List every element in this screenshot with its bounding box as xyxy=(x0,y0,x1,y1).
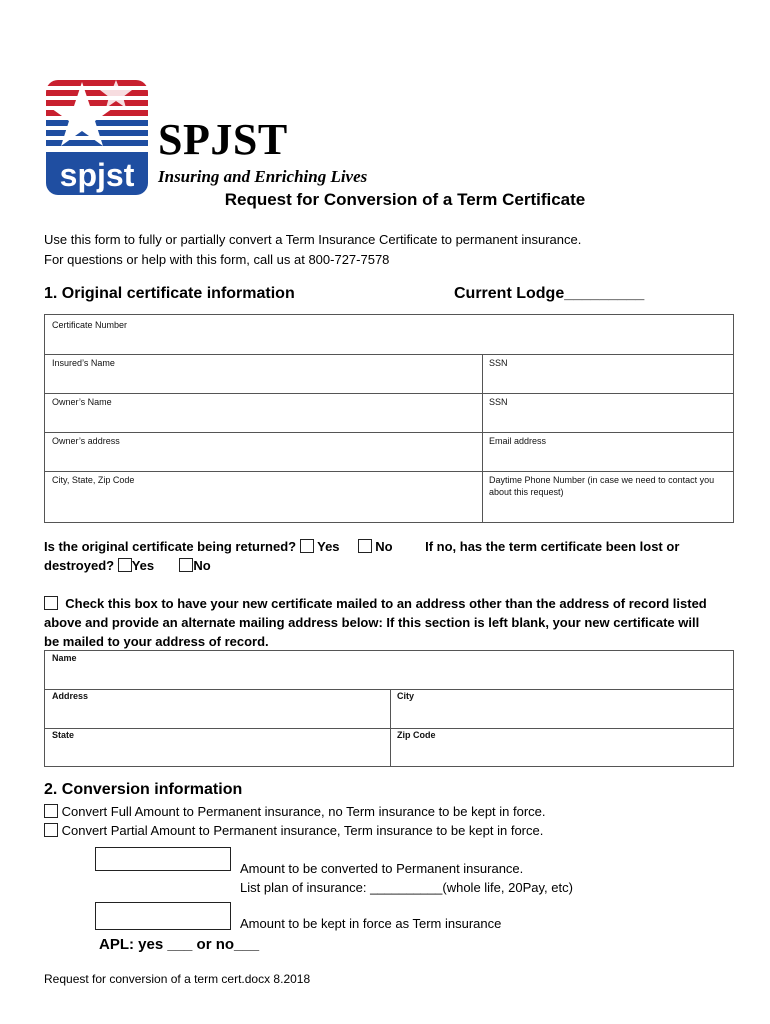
footer-text: Request for conversion of a term cert.docx 8.2018 xyxy=(44,972,311,986)
intro-text xyxy=(44,230,581,270)
lost-no-label: No xyxy=(193,558,211,573)
alternate-address-table xyxy=(44,650,734,767)
current-lodge-field[interactable]: Current Lodge_________ xyxy=(454,285,645,302)
alt-zip-field[interactable]: Zip Code xyxy=(397,730,436,740)
form-title: Request for Conversion of a Term Certificate xyxy=(224,190,586,209)
alt-state-field[interactable]: State xyxy=(52,730,75,740)
convert-full-label: Convert Full Amount to Permanent insurance, no Term insurance to be kept in force. xyxy=(61,804,546,819)
convert-partial-checkbox[interactable] xyxy=(44,823,58,837)
amount-converted-text: Amount to be converted to Permanent insurance. List plan of insurance: __________(whole life, 20Pay, etc) xyxy=(240,861,573,895)
alternate-address-checkbox[interactable] xyxy=(44,596,58,610)
amount-converted-input[interactable] xyxy=(95,847,231,871)
alt-city-field[interactable]: City xyxy=(397,691,415,701)
certificate-returned-question: Is the original certificate being returned? Yes No If no, has the term certificate been lost or destroyed? Yes No xyxy=(44,539,680,573)
convert-partial-label: Convert Partial Amount to Permanent insurance, Term insurance to be kept in force. xyxy=(61,823,544,838)
insured-ssn-field[interactable]: SSN xyxy=(489,358,508,368)
owner-ssn-field[interactable]: SSN xyxy=(489,397,508,407)
section-2-heading: 2. Conversion information xyxy=(44,781,243,798)
insured-name-field[interactable]: Insured’s Name xyxy=(52,358,115,368)
brand-name: SPJST xyxy=(158,115,288,164)
section-1-heading: 1. Original certificate information xyxy=(44,285,295,302)
returned-no-label: No xyxy=(375,539,393,554)
lost-yes-checkbox[interactable] xyxy=(118,558,132,572)
phone-label-line-2: about this request) xyxy=(489,487,564,497)
lost-question: If no, has the term certificate been lost or xyxy=(425,539,680,554)
phone-label-line-1: Daytime Phone Number (in case we need to contact you xyxy=(489,475,715,485)
plan-of-insurance-field[interactable]: List plan of insurance: __________(whole life, 20Pay, etc) xyxy=(240,880,573,895)
spjst-logo xyxy=(46,80,148,195)
conversion-options xyxy=(44,802,546,840)
intro-line-2: For questions or help with this form, call us at 800-727-7578 xyxy=(44,252,390,267)
returned-yes-checkbox[interactable] xyxy=(300,539,314,553)
intro-line-1: Use this form to fully or partially convert a Term Insurance Certificate to permanent insurance. xyxy=(44,232,582,247)
convert-full-checkbox[interactable] xyxy=(44,804,58,818)
owner-name-field[interactable]: Owner’s Name xyxy=(52,397,112,407)
returned-no-checkbox[interactable] xyxy=(358,539,372,553)
brand-tagline: Insuring and Enriching Lives xyxy=(158,167,368,186)
svg-text:spjst: spjst xyxy=(59,157,135,193)
apl-field[interactable]: APL: yes ___ or no___ xyxy=(99,936,260,953)
amount-term-label: Amount to be kept in force as Term insurance xyxy=(240,916,502,931)
owner-address-field[interactable]: Owner’s address xyxy=(52,436,120,446)
lost-no-checkbox[interactable] xyxy=(179,558,193,572)
city-state-zip-field[interactable]: City, State, Zip Code xyxy=(52,475,135,485)
alternate-address-instructions: Check this box to have your new certificate mailed to an address other than the address of record listed above and provide an alternate mailing address below: If this section is left blank, your new certificate will be mailed to your address of record. xyxy=(44,596,707,649)
lost-yes-label: Yes xyxy=(131,558,155,573)
returned-yes-label: Yes xyxy=(317,539,340,554)
email-field[interactable]: Email address xyxy=(489,436,547,446)
amount-term-input[interactable] xyxy=(95,902,231,930)
certificate-number-field[interactable]: Certificate Number xyxy=(52,320,128,330)
alt-address-field[interactable]: Address xyxy=(52,691,89,701)
daytime-phone-field[interactable] xyxy=(489,474,714,498)
alt-name-field[interactable]: Name xyxy=(52,653,77,663)
